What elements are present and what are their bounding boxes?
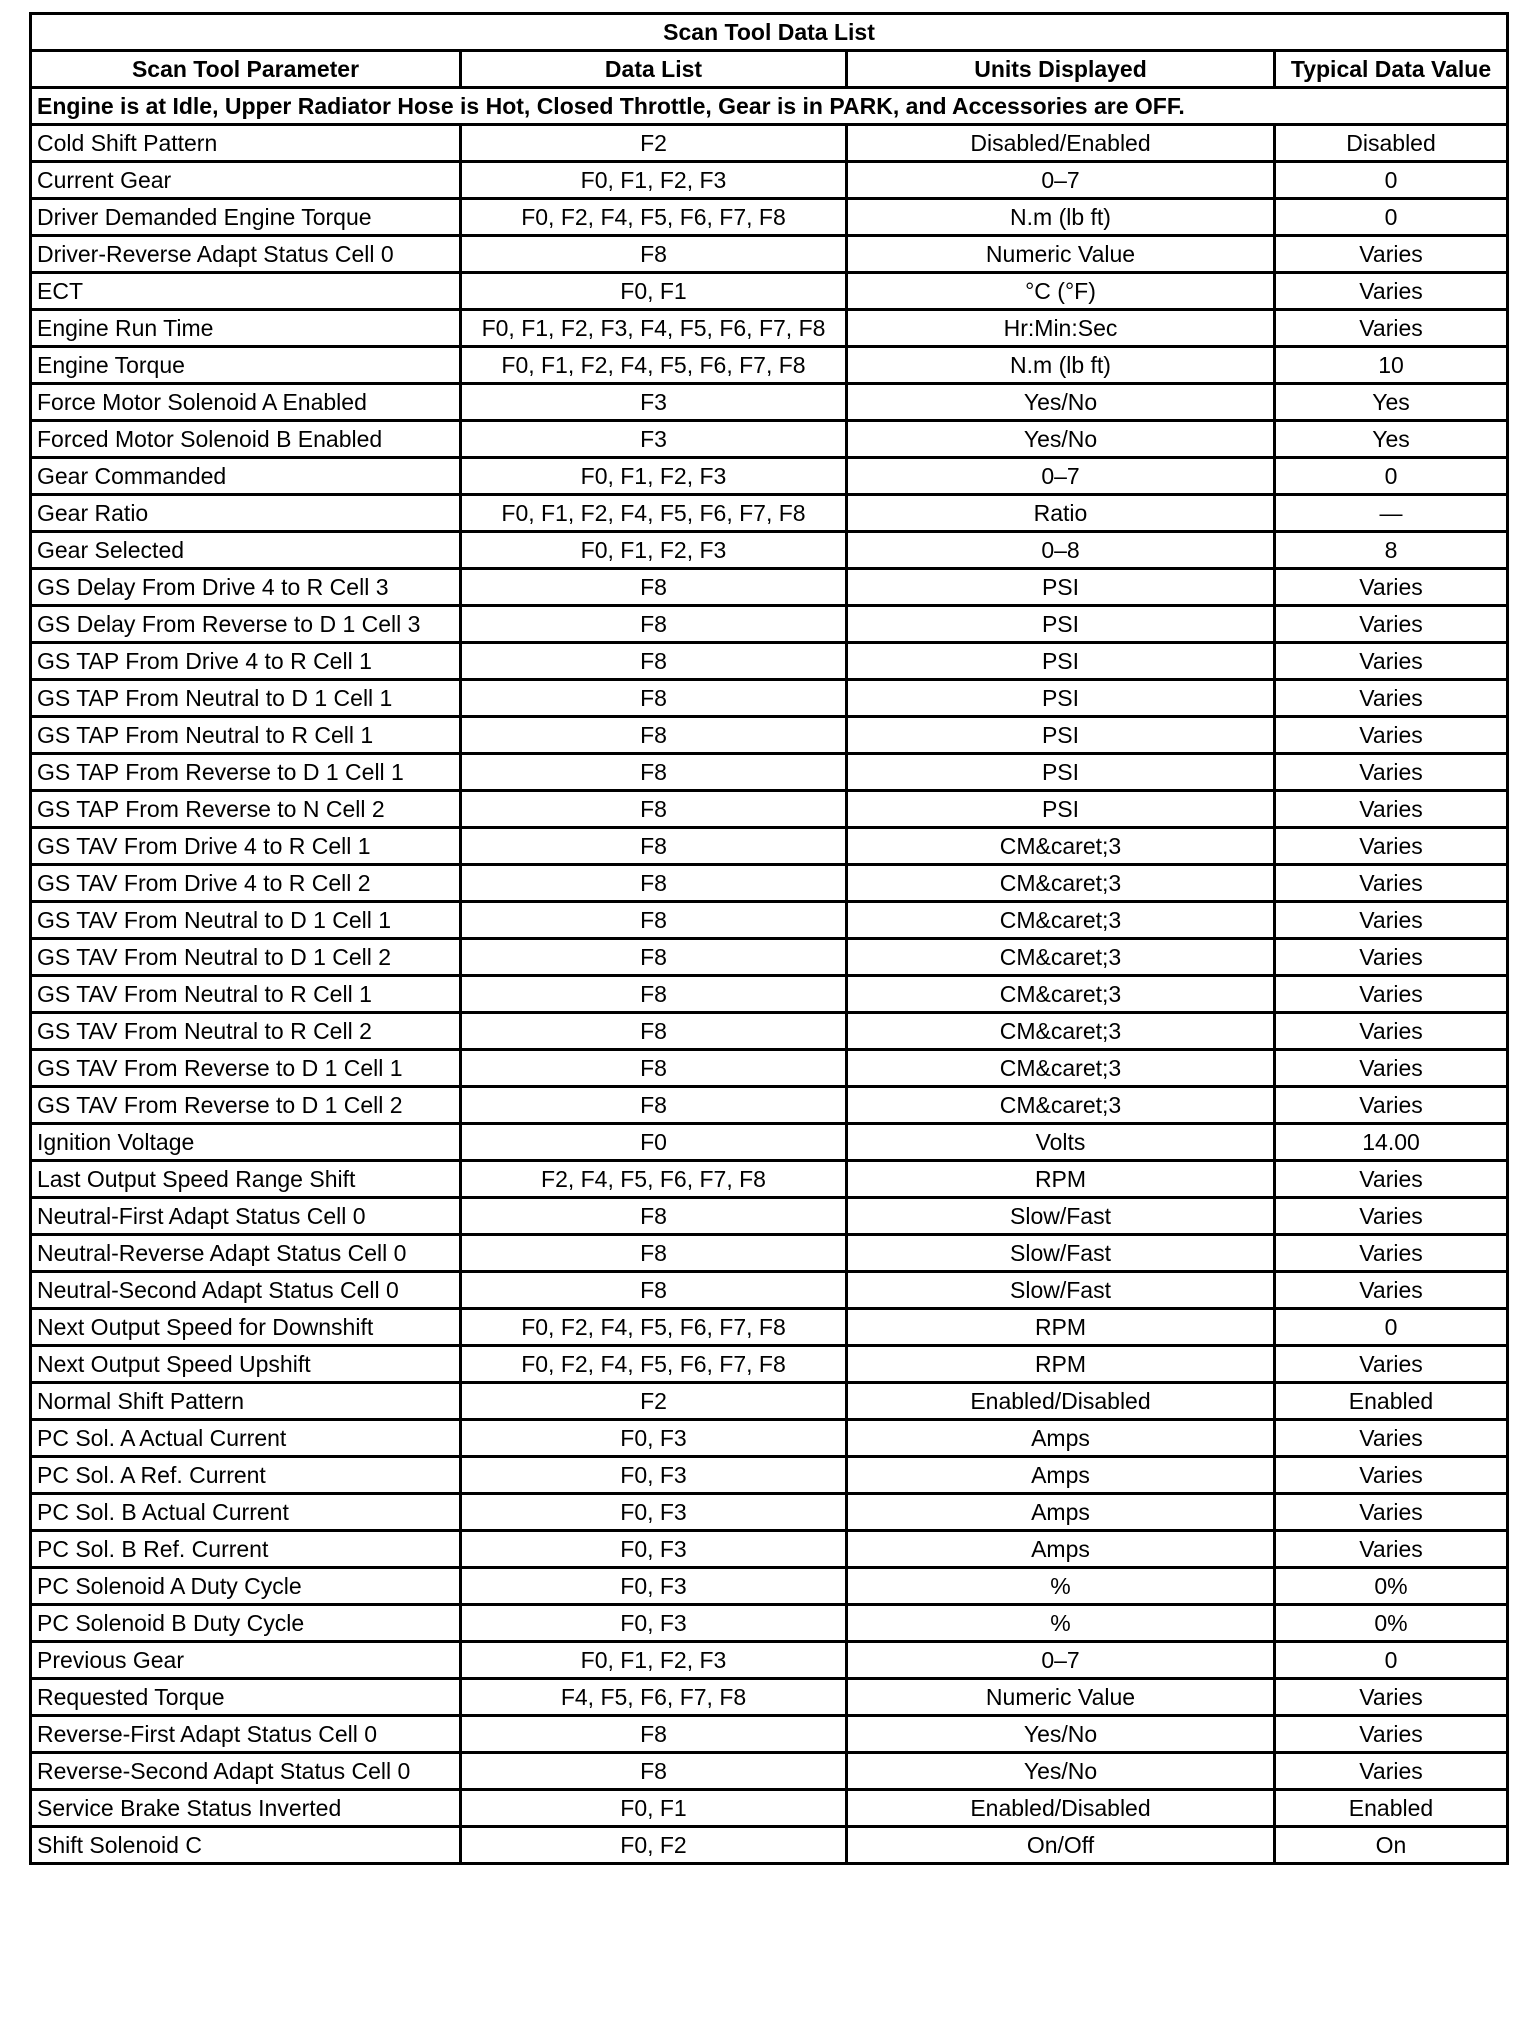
parameter-cell: PC Sol. B Ref. Current: [31, 1531, 461, 1568]
typical-value-cell: 10: [1275, 347, 1508, 384]
parameter-cell: Reverse-First Adapt Status Cell 0: [31, 1716, 461, 1753]
data-list-cell: F0, F1, F2, F4, F5, F6, F7, F8: [461, 347, 847, 384]
typical-value-cell: Varies: [1275, 1050, 1508, 1087]
typical-value-cell: 14.00: [1275, 1124, 1508, 1161]
parameter-cell: Neutral-First Adapt Status Cell 0: [31, 1198, 461, 1235]
table-row: [31, 1568, 1508, 1605]
typical-value-cell: Enabled: [1275, 1383, 1508, 1420]
data-list-cell: F8: [461, 569, 847, 606]
data-list-cell: F0, F3: [461, 1457, 847, 1494]
parameter-cell: GS TAV From Reverse to D 1 Cell 1: [31, 1050, 461, 1087]
typical-value-cell: Varies: [1275, 717, 1508, 754]
typical-value-cell: Varies: [1275, 310, 1508, 347]
table-row: [31, 643, 1508, 680]
table-row: [31, 1050, 1508, 1087]
table-row: [31, 606, 1508, 643]
data-list-cell: F3: [461, 421, 847, 458]
data-list-cell: F0, F1, F2, F3: [461, 458, 847, 495]
table-row: [31, 1753, 1508, 1790]
units-cell: PSI: [847, 643, 1275, 680]
units-cell: CM&caret;3: [847, 828, 1275, 865]
typical-value-cell: Varies: [1275, 643, 1508, 680]
scan-tool-data-table: [29, 12, 1509, 1865]
units-cell: Amps: [847, 1457, 1275, 1494]
data-list-cell: F0, F2, F4, F5, F6, F7, F8: [461, 199, 847, 236]
parameter-cell: GS TAP From Neutral to R Cell 1: [31, 717, 461, 754]
units-cell: PSI: [847, 717, 1275, 754]
typical-value-cell: Enabled: [1275, 1790, 1508, 1827]
units-cell: N.m (lb ft): [847, 199, 1275, 236]
units-cell: PSI: [847, 569, 1275, 606]
table-row: [31, 421, 1508, 458]
data-list-cell: F0: [461, 1124, 847, 1161]
table-row: [31, 1013, 1508, 1050]
parameter-cell: Next Output Speed for Downshift: [31, 1309, 461, 1346]
typical-value-cell: On: [1275, 1827, 1508, 1864]
units-cell: Yes/No: [847, 421, 1275, 458]
table-row: [31, 717, 1508, 754]
parameter-cell: GS TAV From Reverse to D 1 Cell 2: [31, 1087, 461, 1124]
header-typical-value: Typical Data Value: [1275, 51, 1508, 88]
typical-value-cell: Varies: [1275, 1494, 1508, 1531]
parameter-cell: Gear Ratio: [31, 495, 461, 532]
table-row: [31, 1531, 1508, 1568]
parameter-cell: GS Delay From Reverse to D 1 Cell 3: [31, 606, 461, 643]
units-cell: Enabled/Disabled: [847, 1790, 1275, 1827]
units-cell: Numeric Value: [847, 236, 1275, 273]
data-list-cell: F0, F3: [461, 1420, 847, 1457]
data-list-cell: F0, F2: [461, 1827, 847, 1864]
typical-value-cell: Varies: [1275, 1087, 1508, 1124]
table-row: [31, 1383, 1508, 1420]
table-row: [31, 865, 1508, 902]
data-list-cell: F0, F1: [461, 273, 847, 310]
units-cell: RPM: [847, 1309, 1275, 1346]
units-cell: Amps: [847, 1420, 1275, 1457]
parameter-cell: GS TAV From Neutral to R Cell 1: [31, 976, 461, 1013]
condition-row: Engine is at Idle, Upper Radiator Hose is Hot, Closed Throttle, Gear is in PARK, and Accessories are OFF.: [31, 88, 1508, 125]
typical-value-cell: Varies: [1275, 1346, 1508, 1383]
table-row: [31, 1309, 1508, 1346]
header-data-list: Data List: [461, 51, 847, 88]
units-cell: CM&caret;3: [847, 865, 1275, 902]
data-list-cell: F8: [461, 1272, 847, 1309]
typical-value-cell: Varies: [1275, 976, 1508, 1013]
table-row: [31, 680, 1508, 717]
units-cell: RPM: [847, 1161, 1275, 1198]
data-list-cell: F8: [461, 754, 847, 791]
parameter-cell: Engine Run Time: [31, 310, 461, 347]
table-row: [31, 976, 1508, 1013]
typical-value-cell: Varies: [1275, 1420, 1508, 1457]
parameter-cell: GS TAV From Drive 4 to R Cell 1: [31, 828, 461, 865]
parameter-cell: PC Solenoid A Duty Cycle: [31, 1568, 461, 1605]
typical-value-cell: Varies: [1275, 1457, 1508, 1494]
data-list-cell: F8: [461, 1198, 847, 1235]
units-cell: Disabled/Enabled: [847, 125, 1275, 162]
units-cell: 0–8: [847, 532, 1275, 569]
parameter-cell: PC Sol. A Actual Current: [31, 1420, 461, 1457]
data-list-cell: F8: [461, 680, 847, 717]
parameter-cell: Neutral-Second Adapt Status Cell 0: [31, 1272, 461, 1309]
data-list-cell: F8: [461, 643, 847, 680]
data-list-cell: F0, F2, F4, F5, F6, F7, F8: [461, 1309, 847, 1346]
data-list-cell: F8: [461, 1753, 847, 1790]
table-row: [31, 1494, 1508, 1531]
typical-value-cell: Varies: [1275, 1161, 1508, 1198]
units-cell: Numeric Value: [847, 1679, 1275, 1716]
typical-value-cell: Varies: [1275, 939, 1508, 976]
data-list-cell: F0, F3: [461, 1531, 847, 1568]
data-list-cell: F0, F3: [461, 1494, 847, 1531]
data-list-cell: F4, F5, F6, F7, F8: [461, 1679, 847, 1716]
units-cell: %: [847, 1568, 1275, 1605]
data-list-cell: F8: [461, 717, 847, 754]
header-row: [31, 51, 1508, 88]
table-row: [31, 162, 1508, 199]
units-cell: Hr:Min:Sec: [847, 310, 1275, 347]
units-cell: 0–7: [847, 458, 1275, 495]
units-cell: CM&caret;3: [847, 1087, 1275, 1124]
data-list-cell: F8: [461, 902, 847, 939]
parameter-cell: GS TAV From Neutral to R Cell 2: [31, 1013, 461, 1050]
units-cell: PSI: [847, 754, 1275, 791]
typical-value-cell: 0: [1275, 1309, 1508, 1346]
data-list-cell: F2, F4, F5, F6, F7, F8: [461, 1161, 847, 1198]
table-row: [31, 384, 1508, 421]
units-cell: Yes/No: [847, 1716, 1275, 1753]
parameter-cell: Ignition Voltage: [31, 1124, 461, 1161]
typical-value-cell: Varies: [1275, 1753, 1508, 1790]
parameter-cell: Forced Motor Solenoid B Enabled: [31, 421, 461, 458]
typical-value-cell: Yes: [1275, 384, 1508, 421]
parameter-cell: GS TAV From Neutral to D 1 Cell 2: [31, 939, 461, 976]
table-row: [31, 199, 1508, 236]
typical-value-cell: —: [1275, 495, 1508, 532]
parameter-cell: Force Motor Solenoid A Enabled: [31, 384, 461, 421]
table-row: [31, 1790, 1508, 1827]
units-cell: Slow/Fast: [847, 1235, 1275, 1272]
data-list-cell: F0, F1: [461, 1790, 847, 1827]
units-cell: N.m (lb ft): [847, 347, 1275, 384]
table-row: [31, 1420, 1508, 1457]
table-row: [31, 791, 1508, 828]
parameter-cell: Gear Commanded: [31, 458, 461, 495]
parameter-cell: Shift Solenoid C: [31, 1827, 461, 1864]
units-cell: PSI: [847, 680, 1275, 717]
typical-value-cell: Varies: [1275, 828, 1508, 865]
units-cell: CM&caret;3: [847, 976, 1275, 1013]
units-cell: Amps: [847, 1531, 1275, 1568]
units-cell: CM&caret;3: [847, 1050, 1275, 1087]
table-row: [31, 1235, 1508, 1272]
parameter-cell: Driver-Reverse Adapt Status Cell 0: [31, 236, 461, 273]
parameter-cell: PC Sol. A Ref. Current: [31, 1457, 461, 1494]
table-row: [31, 236, 1508, 273]
data-list-cell: F8: [461, 606, 847, 643]
parameter-cell: GS TAP From Reverse to D 1 Cell 1: [31, 754, 461, 791]
typical-value-cell: Varies: [1275, 1679, 1508, 1716]
data-list-cell: F8: [461, 236, 847, 273]
parameter-cell: Driver Demanded Engine Torque: [31, 199, 461, 236]
parameter-cell: GS TAP From Reverse to N Cell 2: [31, 791, 461, 828]
data-list-cell: F0, F3: [461, 1568, 847, 1605]
typical-value-cell: Varies: [1275, 1198, 1508, 1235]
units-cell: PSI: [847, 791, 1275, 828]
parameter-cell: Neutral-Reverse Adapt Status Cell 0: [31, 1235, 461, 1272]
units-cell: Ratio: [847, 495, 1275, 532]
units-cell: Yes/No: [847, 384, 1275, 421]
units-cell: Slow/Fast: [847, 1198, 1275, 1235]
table-row: [31, 1161, 1508, 1198]
units-cell: Yes/No: [847, 1753, 1275, 1790]
table-row: [31, 1679, 1508, 1716]
data-list-cell: F8: [461, 828, 847, 865]
table-row: [31, 347, 1508, 384]
parameter-cell: Last Output Speed Range Shift: [31, 1161, 461, 1198]
parameter-cell: Next Output Speed Upshift: [31, 1346, 461, 1383]
parameter-cell: GS TAV From Neutral to D 1 Cell 1: [31, 902, 461, 939]
units-cell: Slow/Fast: [847, 1272, 1275, 1309]
typical-value-cell: Varies: [1275, 606, 1508, 643]
typical-value-cell: Varies: [1275, 791, 1508, 828]
typical-value-cell: 0: [1275, 1642, 1508, 1679]
parameter-cell: ECT: [31, 273, 461, 310]
typical-value-cell: 0: [1275, 458, 1508, 495]
typical-value-cell: Yes: [1275, 421, 1508, 458]
table-row: [31, 310, 1508, 347]
parameter-cell: Requested Torque: [31, 1679, 461, 1716]
data-list-cell: F0, F1, F2, F3: [461, 532, 847, 569]
table-row: [31, 495, 1508, 532]
table-row: [31, 902, 1508, 939]
typical-value-cell: 0: [1275, 162, 1508, 199]
units-cell: Volts: [847, 1124, 1275, 1161]
table-row: [31, 1087, 1508, 1124]
typical-value-cell: Varies: [1275, 236, 1508, 273]
parameter-cell: GS TAP From Drive 4 to R Cell 1: [31, 643, 461, 680]
data-list-cell: F0, F1, F2, F3: [461, 162, 847, 199]
data-list-cell: F8: [461, 865, 847, 902]
units-cell: Enabled/Disabled: [847, 1383, 1275, 1420]
parameter-cell: Current Gear: [31, 162, 461, 199]
typical-value-cell: Varies: [1275, 865, 1508, 902]
data-list-cell: F0, F1, F2, F4, F5, F6, F7, F8: [461, 495, 847, 532]
data-list-cell: F8: [461, 1013, 847, 1050]
parameter-cell: GS Delay From Drive 4 to R Cell 3: [31, 569, 461, 606]
data-list-cell: F0, F3: [461, 1605, 847, 1642]
data-list-cell: F0, F1, F2, F3: [461, 1642, 847, 1679]
units-cell: °C (°F): [847, 273, 1275, 310]
units-cell: 0–7: [847, 162, 1275, 199]
table-row: [31, 1346, 1508, 1383]
parameter-cell: PC Solenoid B Duty Cycle: [31, 1605, 461, 1642]
typical-value-cell: Disabled: [1275, 125, 1508, 162]
typical-value-cell: 0: [1275, 199, 1508, 236]
typical-value-cell: 0%: [1275, 1568, 1508, 1605]
parameter-cell: Engine Torque: [31, 347, 461, 384]
typical-value-cell: 0%: [1275, 1605, 1508, 1642]
table-row: [31, 1716, 1508, 1753]
data-list-cell: F0, F1, F2, F3, F4, F5, F6, F7, F8: [461, 310, 847, 347]
data-list-cell: F8: [461, 1235, 847, 1272]
parameter-cell: Gear Selected: [31, 532, 461, 569]
units-cell: CM&caret;3: [847, 1013, 1275, 1050]
parameter-cell: Service Brake Status Inverted: [31, 1790, 461, 1827]
parameter-cell: Normal Shift Pattern: [31, 1383, 461, 1420]
typical-value-cell: Varies: [1275, 902, 1508, 939]
units-cell: %: [847, 1605, 1275, 1642]
parameter-cell: PC Sol. B Actual Current: [31, 1494, 461, 1531]
data-list-cell: F8: [461, 1050, 847, 1087]
table-row: [31, 754, 1508, 791]
typical-value-cell: Varies: [1275, 1531, 1508, 1568]
data-list-cell: F3: [461, 384, 847, 421]
table-row: [31, 1272, 1508, 1309]
typical-value-cell: Varies: [1275, 1235, 1508, 1272]
table-row: [31, 828, 1508, 865]
units-cell: On/Off: [847, 1827, 1275, 1864]
typical-value-cell: Varies: [1275, 1013, 1508, 1050]
typical-value-cell: Varies: [1275, 680, 1508, 717]
table-row: [31, 273, 1508, 310]
typical-value-cell: Varies: [1275, 1716, 1508, 1753]
table-row: [31, 458, 1508, 495]
table-row: [31, 1124, 1508, 1161]
data-list-cell: F2: [461, 125, 847, 162]
data-list-cell: F8: [461, 939, 847, 976]
header-parameter: Scan Tool Parameter: [31, 51, 461, 88]
table-title: Scan Tool Data List: [31, 14, 1508, 51]
units-cell: PSI: [847, 606, 1275, 643]
units-cell: CM&caret;3: [847, 939, 1275, 976]
table-row: [31, 569, 1508, 606]
table-row: [31, 1827, 1508, 1864]
typical-value-cell: Varies: [1275, 754, 1508, 791]
parameter-cell: Reverse-Second Adapt Status Cell 0: [31, 1753, 461, 1790]
table-row: [31, 125, 1508, 162]
parameter-cell: Previous Gear: [31, 1642, 461, 1679]
data-list-cell: F2: [461, 1383, 847, 1420]
parameter-cell: GS TAV From Drive 4 to R Cell 2: [31, 865, 461, 902]
data-list-cell: F8: [461, 791, 847, 828]
table-row: [31, 1457, 1508, 1494]
table-row: [31, 939, 1508, 976]
table-row: [31, 1198, 1508, 1235]
table-row: [31, 1605, 1508, 1642]
parameter-cell: Cold Shift Pattern: [31, 125, 461, 162]
units-cell: 0–7: [847, 1642, 1275, 1679]
typical-value-cell: Varies: [1275, 1272, 1508, 1309]
header-units: Units Displayed: [847, 51, 1275, 88]
units-cell: CM&caret;3: [847, 902, 1275, 939]
table-row: [31, 1642, 1508, 1679]
table-body: [31, 125, 1508, 1864]
typical-value-cell: Varies: [1275, 273, 1508, 310]
units-cell: Amps: [847, 1494, 1275, 1531]
data-list-cell: F8: [461, 976, 847, 1013]
units-cell: RPM: [847, 1346, 1275, 1383]
table-row: [31, 532, 1508, 569]
data-list-cell: F8: [461, 1716, 847, 1753]
parameter-cell: GS TAP From Neutral to D 1 Cell 1: [31, 680, 461, 717]
data-list-cell: F8: [461, 1087, 847, 1124]
typical-value-cell: 8: [1275, 532, 1508, 569]
typical-value-cell: Varies: [1275, 569, 1508, 606]
data-list-cell: F0, F2, F4, F5, F6, F7, F8: [461, 1346, 847, 1383]
